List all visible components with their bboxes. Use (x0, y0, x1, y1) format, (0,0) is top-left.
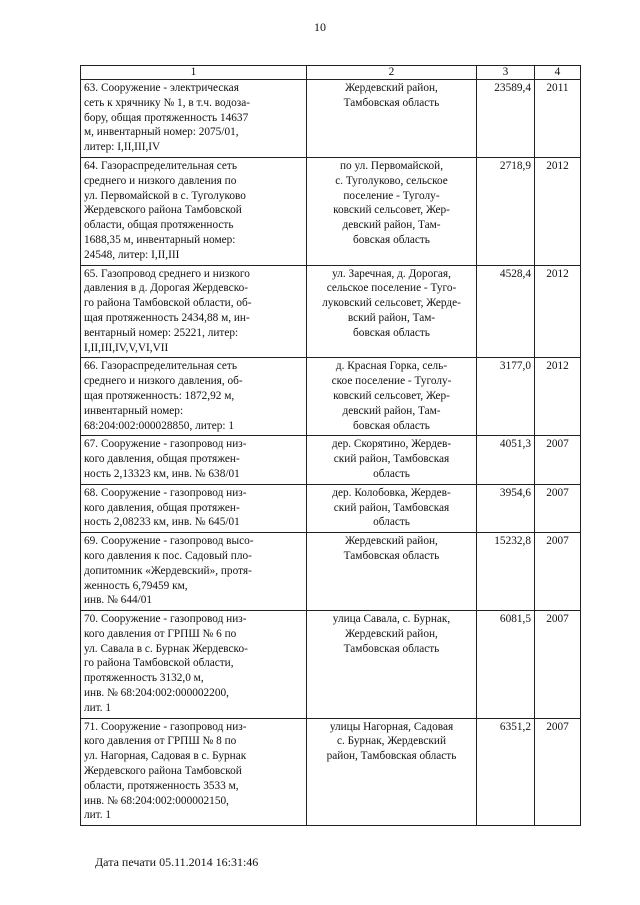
table-header-row (81, 66, 581, 80)
object-value: 3954,6 (477, 484, 535, 532)
column-header-2: 2 (307, 66, 477, 80)
table-row (81, 533, 581, 611)
object-value: 3177,0 (477, 358, 535, 436)
table-row (81, 611, 581, 719)
object-value: 4051,3 (477, 436, 535, 484)
column-header-1: 1 (81, 66, 307, 80)
table-row (81, 157, 581, 265)
object-year: 2007 (535, 611, 581, 719)
table-row (81, 358, 581, 436)
object-year: 2012 (535, 157, 581, 265)
object-year: 2012 (535, 265, 581, 358)
object-description: 69. Сооружение - газопровод высо- кого давления к пос. Садовый пло- допитомник «Жердевский», протя- женность 6,79459 км, инв. № 644/01 (81, 533, 307, 611)
object-value: 2718,9 (477, 157, 535, 265)
page-number: 10 (314, 20, 326, 34)
object-year: 2007 (535, 533, 581, 611)
table-row (81, 484, 581, 532)
object-value: 23589,4 (477, 80, 535, 158)
object-description: 64. Газораспределительная сеть среднего и низкого давления по ул. Первомайской в с. Туголуково Жердевского района Тамбовской области, общая протяженность 1688,35 м, инвентарный номер: 24548, литер: I,II,III (81, 157, 307, 265)
table-row (81, 718, 581, 826)
object-year: 2011 (535, 80, 581, 158)
object-year: 2007 (535, 718, 581, 826)
object-description: 68. Сооружение - газопровод низ- кого давления, общая протяжен- ность 2,08233 км, инв. № 645/01 (81, 484, 307, 532)
object-location: улицы Нагорная, Садовая с. Бурнак, Жердевский район, Тамбовская область (307, 718, 477, 826)
object-year: 2012 (535, 358, 581, 436)
object-location: д. Красная Горка, сель- ское поселение - Туголу- ковский сельсовет, Жер- девский район, Там- бовская область (307, 358, 477, 436)
object-location: улица Савала, с. Бурнак, Жердевский район, Тамбовская область (307, 611, 477, 719)
object-location: ул. Заречная, д. Дорогая, сельское поселение - Туго- луковский сельсовет, Жерде- вский район, Там- бовская область (307, 265, 477, 358)
object-location: дер. Скорятино, Жердев- ский район, Тамбовская область (307, 436, 477, 484)
object-value: 6081,5 (477, 611, 535, 719)
table-row (81, 80, 581, 158)
property-registry-table (80, 65, 581, 826)
column-header-3: 3 (477, 66, 535, 80)
object-description: 67. Сооружение - газопровод низ- кого давления, общая протяжен- ность 2,13323 км, инв. № 638/01 (81, 436, 307, 484)
object-description: 66. Газораспределительная сеть среднего и низкого давления, об- щая протяженность: 1872,92 м, инвентарный номер: 68:204:002:000028850, литер: 1 (81, 358, 307, 436)
object-location: дер. Колобовка, Жердев- ский район, Тамбовская область (307, 484, 477, 532)
object-year: 2007 (535, 436, 581, 484)
print-date: Дата печати 05.11.2014 16:31:46 (95, 855, 259, 869)
object-description: 65. Газопровод среднего и низкого давления в д. Дорогая Жердевско- го района Тамбовской области, об- щая протяженность 2434,88 м, ин- вентарный номер: 25221, литер: I,II,III,IV,V,VI,VII (81, 265, 307, 358)
object-description: 71. Сооружение - газопровод низ- кого давления от ГРПШ № 8 по ул. Нагорная, Садовая в с. Бурнак Жердевского района Тамбовской области, протяженность 3533 м, инв. № 68:204:002:000002150, лит. 1 (81, 718, 307, 826)
object-value: 6351,2 (477, 718, 535, 826)
object-year: 2007 (535, 484, 581, 532)
table-row (81, 265, 581, 358)
object-location: по ул. Первомайской, с. Туголуково, сельское поселение - Туголу- ковский сельсовет, Жер- девский район, Там- бовская область (307, 157, 477, 265)
object-location: Жердевский район, Тамбовская область (307, 80, 477, 158)
object-location: Жердевский район, Тамбовская область (307, 533, 477, 611)
object-value: 15232,8 (477, 533, 535, 611)
object-value: 4528,4 (477, 265, 535, 358)
table-row (81, 436, 581, 484)
column-header-4: 4 (535, 66, 581, 80)
object-description: 70. Сооружение - газопровод низ- кого давления от ГРПШ № 6 по ул. Савала в с. Бурнак Жердевско- го района Тамбовской области, протяженность 3132,0 м, инв. № 68:204:002:000002200, лит. 1 (81, 611, 307, 719)
object-description: 63. Сооружение - электрическая сеть к хрячнику № 1, в т.ч. водоза- бору, общая протяженность 14637 м, инвентарный номер: 2075/01, литер: I,II,III,IV (81, 80, 307, 158)
